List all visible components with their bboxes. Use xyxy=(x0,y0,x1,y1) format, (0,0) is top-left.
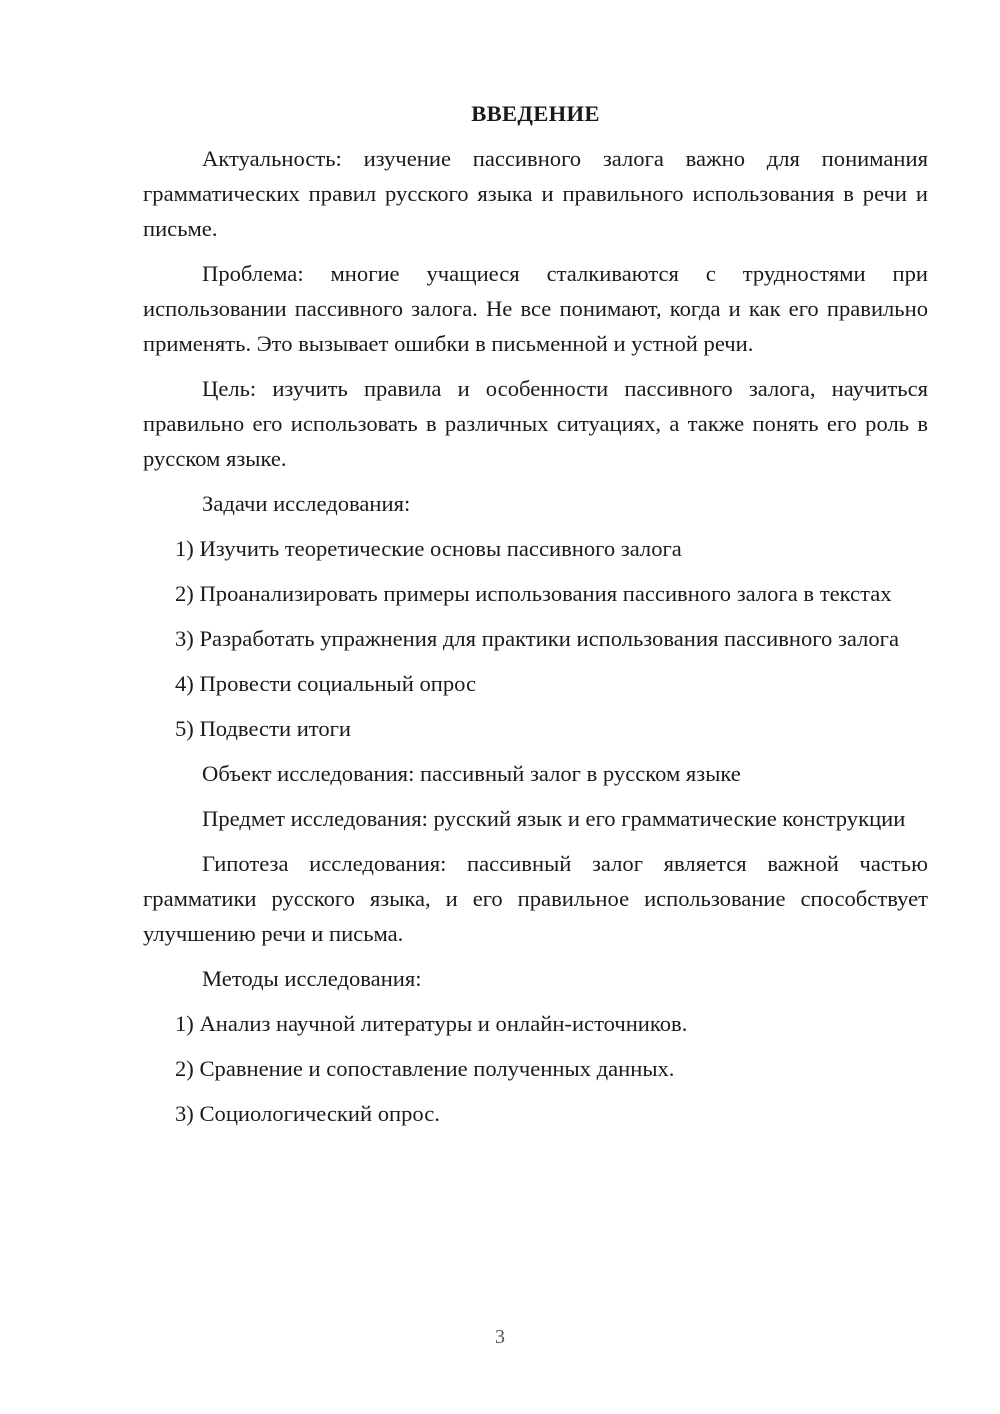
paragraph-subject: Предмет исследования: русский язык и его грамматические конструкции xyxy=(202,806,906,831)
paragraph-object: Объект исследования: пассивный залог в русском языке xyxy=(202,761,741,786)
task-item: 4) Провести социальный опрос xyxy=(175,671,477,696)
task-item: 2) Проанализировать примеры использования пассивного залога в текстах xyxy=(175,581,892,606)
task-item: 3) Разработать упражнения для практики использования пассивного залога xyxy=(175,626,899,651)
task-item: 5) Подвести итоги xyxy=(175,716,352,741)
tasks-heading: Задачи исследования: xyxy=(202,491,411,516)
paragraph-hypothesis: Гипотеза исследования: пассивный залог является важной частью грамматики русского языка, и его правильное использование способствует улучшению речи и письма. xyxy=(143,851,928,946)
section-title: ВВЕДЕНИЕ xyxy=(471,101,600,126)
task-item: 1) Изучить теоретические основы пассивного залога xyxy=(175,536,682,561)
method-item: 1) Анализ научной литературы и онлайн-источников. xyxy=(175,1011,688,1036)
method-item: 2) Сравнение и сопоставление полученных данных. xyxy=(175,1056,675,1081)
paragraph-goal: Цель: изучить правила и особенности пассивного залога, научиться правильно его использовать в различных ситуациях, а также понять его роль в русском языке. xyxy=(143,376,928,471)
methods-heading: Методы исследования: xyxy=(202,966,422,991)
paragraph-relevance: Актуальность: изучение пассивного залога важно для понимания грамматических правил русского языка и правильного использования в речи и письме. xyxy=(143,146,928,241)
paragraph-problem: Проблема: многие учащиеся сталкиваются с трудностями при использовании пассивного залога. Не все понимают, когда и как его правильно применять. Это вызывает ошибки в письменной и устной речи. xyxy=(143,261,928,356)
page-content xyxy=(143,96,928,1141)
method-item: 3) Социологический опрос. xyxy=(175,1101,440,1126)
page-number: 3 xyxy=(495,1326,505,1348)
